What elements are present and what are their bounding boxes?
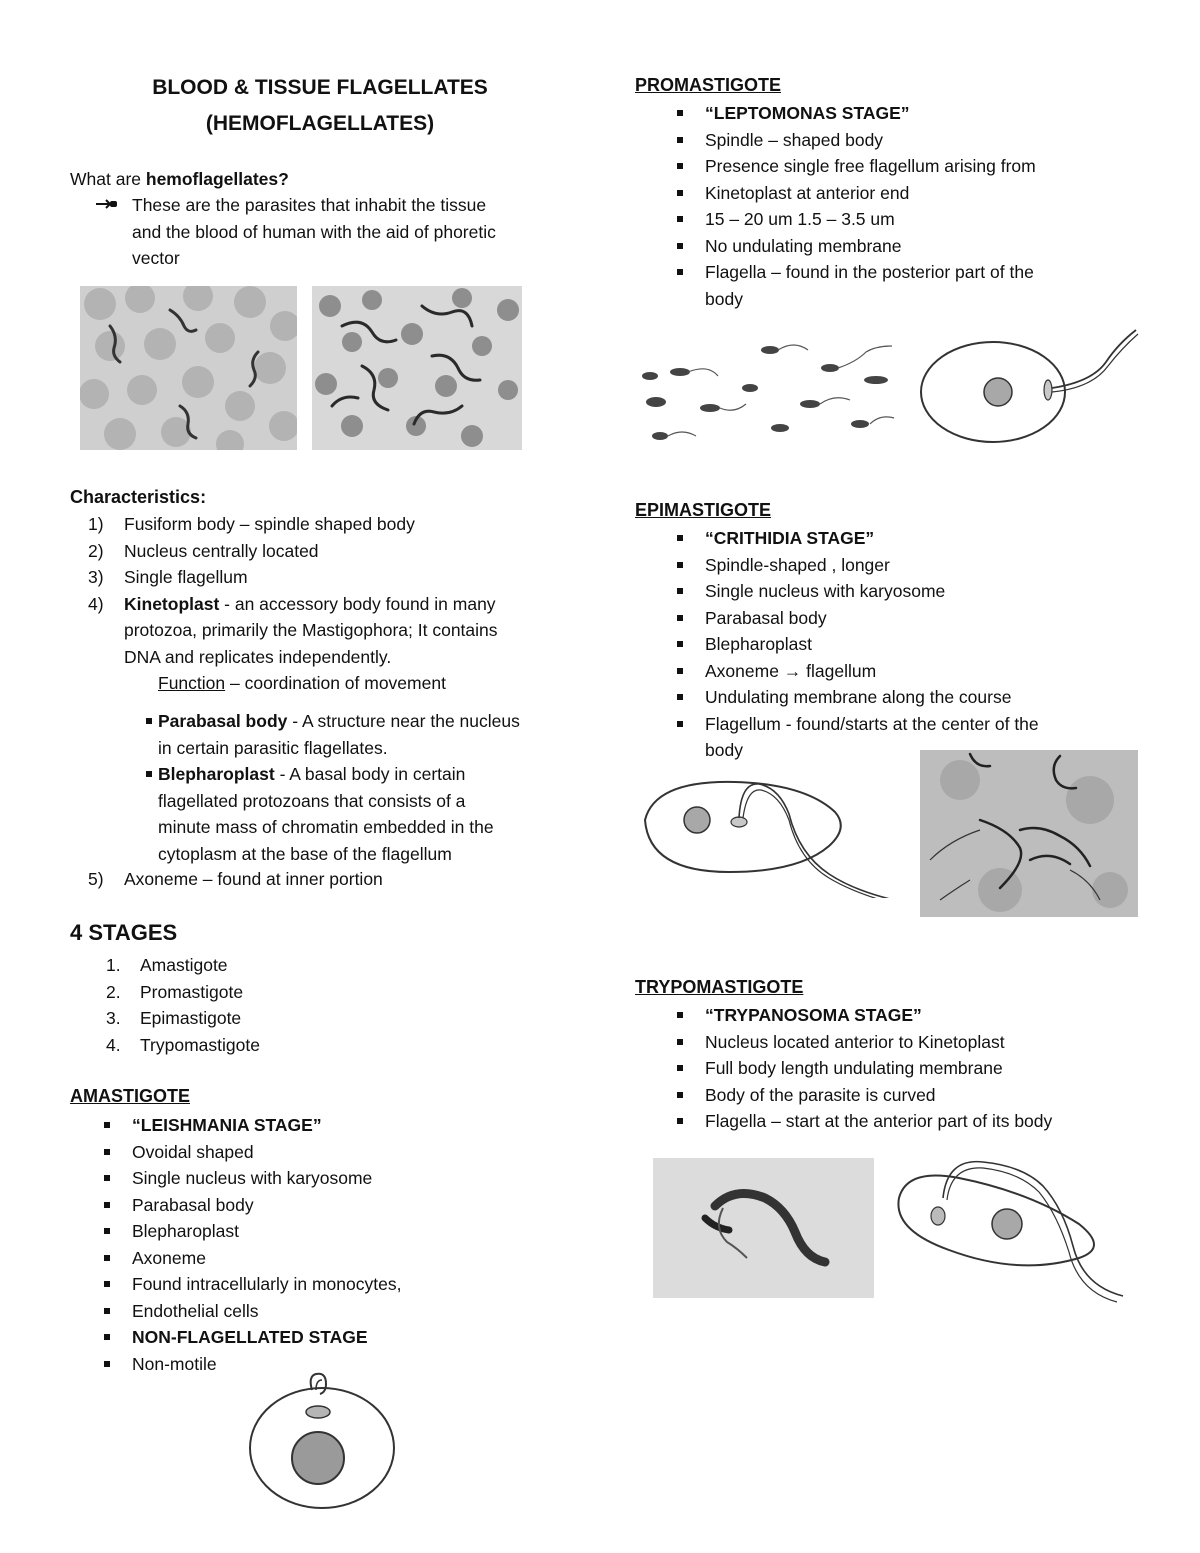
trypomastigote-heading: TRYPOMASTIGOTE	[635, 977, 804, 997]
list-item: Blepharoplast	[62, 1218, 562, 1245]
list-item: Presence single free flagellum arising from	[635, 153, 1155, 180]
trypomastigote-photo	[653, 1158, 874, 1298]
characteristics-heading: Characteristics:	[70, 487, 207, 507]
list-item: “CRITHIDIA STAGE”	[635, 525, 1155, 552]
list-item: Spindle – shaped body	[635, 127, 1155, 154]
blood-smear-photo-2	[312, 286, 522, 450]
item-text: cytoplasm at the base of the flagellum	[158, 843, 452, 864]
item-number: 1)	[88, 514, 104, 534]
list-item: NON-FLAGELLATED STAGE	[62, 1324, 562, 1351]
item-text: protozoa, primarily the Mastigophora; It contains	[124, 620, 498, 640]
stages-heading: 4 STAGES	[70, 920, 178, 945]
answer-line: and the blood of human with the aid of phoretic	[132, 221, 496, 242]
list-item	[70, 1005, 570, 1032]
list-item-continuation	[70, 814, 570, 841]
list-item: “LEISHMANIA STAGE”	[62, 1112, 562, 1139]
item-number: 4.	[106, 1034, 121, 1055]
list-item: Spindle-shaped , longer	[635, 552, 1155, 579]
list-item	[70, 591, 570, 618]
list-item: Endothelial cells	[62, 1298, 562, 1325]
answer-line: These are the parasites that inhabit the tissue	[132, 195, 487, 215]
item-text: Amastigote	[140, 955, 228, 975]
kinetoplast-sub-list	[70, 708, 570, 867]
item-text: Fusiform body – spindle shaped body	[124, 514, 415, 534]
item-bold: Blepharoplast	[158, 764, 275, 784]
item-text: Promastigote	[140, 981, 244, 1002]
item-text: Single flagellum	[124, 567, 248, 587]
promastigote-list	[635, 100, 1155, 312]
item-number: 4)	[88, 593, 104, 614]
list-item: “TRYPANOSOMA STAGE”	[635, 1002, 1155, 1029]
list-item: No undulating membrane	[635, 233, 1155, 260]
list-item	[70, 564, 570, 591]
item-text: flagellated protozoans that consists of a	[158, 790, 466, 811]
list-item: Found intracellularly in monocytes,	[62, 1271, 562, 1298]
list-item: Body of the parasite is curved	[635, 1082, 1155, 1109]
list-item: Parabasal body	[62, 1192, 562, 1219]
list-item: Blepharoplast	[635, 631, 1155, 658]
list-item: Kinetoplast at anterior end	[635, 180, 1155, 207]
item-number: 3.	[106, 1008, 121, 1028]
list-item	[70, 708, 570, 735]
list-item: Flagella – found in the posterior part of the	[635, 259, 1155, 286]
list-item: Axoneme	[62, 1245, 562, 1272]
promastigote-photo	[630, 328, 910, 450]
pointing-hand-icon	[96, 198, 118, 210]
characteristics-list	[70, 511, 570, 697]
list-item-continuation: body	[705, 288, 743, 309]
item-number: 3)	[88, 567, 104, 587]
item-number: 5)	[88, 869, 104, 889]
characteristics-list-cont	[70, 866, 570, 893]
list-item: Flagellum - found/starts at the center of the	[635, 711, 1155, 738]
item-text: in certain parasitic flagellates.	[158, 737, 388, 758]
item-text: Axoneme – found at inner portion	[124, 869, 383, 889]
trypomastigote-diagram	[893, 1158, 1133, 1308]
list-item: 15 – 20 um 1.5 – 3.5 um	[635, 206, 1155, 233]
function-line	[70, 670, 570, 697]
list-item-continuation	[70, 841, 570, 868]
question-prefix: What are	[70, 169, 146, 189]
epimastigote-heading: EPIMASTIGOTE	[635, 500, 772, 520]
blood-smear-photo-1	[80, 286, 297, 450]
item-text: - an accessory body found in many	[219, 593, 496, 614]
list-item	[70, 866, 570, 893]
item-text: minute mass of chromatin embedded in the	[158, 817, 494, 837]
trypomastigote-list	[635, 1002, 1155, 1135]
item-number: 1.	[106, 955, 121, 975]
item-text: DNA and replicates independently.	[124, 646, 392, 667]
page-title-line1: BLOOD & TISSUE FLAGELLATES	[152, 76, 488, 99]
answer-text	[132, 192, 572, 272]
amastigote-diagram	[242, 1372, 402, 1512]
list-item: “LEPTOMONAS STAGE”	[635, 100, 1155, 127]
list-item-continuation	[70, 617, 570, 644]
list-item: Flagella – start at the anterior part of its body	[635, 1108, 1155, 1135]
item-text: Nucleus centrally located	[124, 540, 319, 561]
list-item-continuation	[70, 788, 570, 815]
epimastigote-list	[635, 525, 1155, 764]
amastigote-heading: AMASTIGOTE	[70, 1086, 190, 1106]
question	[70, 166, 289, 193]
list-item	[70, 761, 570, 788]
list-item: Non-motile	[62, 1351, 562, 1378]
list-item-continuation	[70, 735, 570, 762]
list-item: Undulating membrane along the course	[635, 684, 1155, 711]
list-item: Axoneme → flagellum	[635, 658, 1155, 685]
list-item: Full body length undulating membrane	[635, 1055, 1155, 1082]
list-item	[70, 511, 570, 538]
amastigote-list	[62, 1112, 562, 1377]
promastigote-diagram	[918, 328, 1140, 450]
epimastigote-diagram	[639, 768, 921, 898]
list-item	[70, 1032, 570, 1059]
item-bold: Parabasal body	[158, 711, 288, 731]
item-text: Trypomastigote	[140, 1034, 260, 1055]
list-item: Single nucleus with karyosome	[62, 1165, 562, 1192]
list-item: Parabasal body	[635, 605, 1155, 632]
function-label: Function	[158, 673, 226, 693]
list-item	[70, 979, 570, 1006]
list-item	[70, 538, 570, 565]
item-text: - A basal body in certain	[274, 764, 466, 784]
answer-line: vector	[132, 248, 180, 268]
list-item: Single nucleus with karyosome	[635, 578, 1155, 605]
promastigote-heading: PROMASTIGOTE	[635, 75, 782, 95]
list-item-continuation: body	[705, 740, 743, 760]
item-number: 2.	[106, 981, 121, 1002]
page-title-line2: (HEMOFLAGELLATES)	[205, 112, 435, 135]
item-bold: Kinetoplast	[124, 593, 220, 614]
list-item	[70, 952, 570, 979]
question-bold: hemoflagellates?	[145, 169, 289, 189]
stages-list	[70, 952, 570, 1058]
list-item: Nucleus located anterior to Kinetoplast	[635, 1029, 1155, 1056]
function-text: – coordination of movement	[225, 673, 446, 693]
epimastigote-photo	[920, 750, 1138, 917]
item-text: Epimastigote	[140, 1008, 242, 1028]
item-text: - A structure near the nucleus	[287, 711, 520, 731]
item-number: 2)	[88, 540, 104, 561]
list-item: Ovoidal shaped	[62, 1139, 562, 1166]
list-item-continuation	[70, 644, 570, 671]
